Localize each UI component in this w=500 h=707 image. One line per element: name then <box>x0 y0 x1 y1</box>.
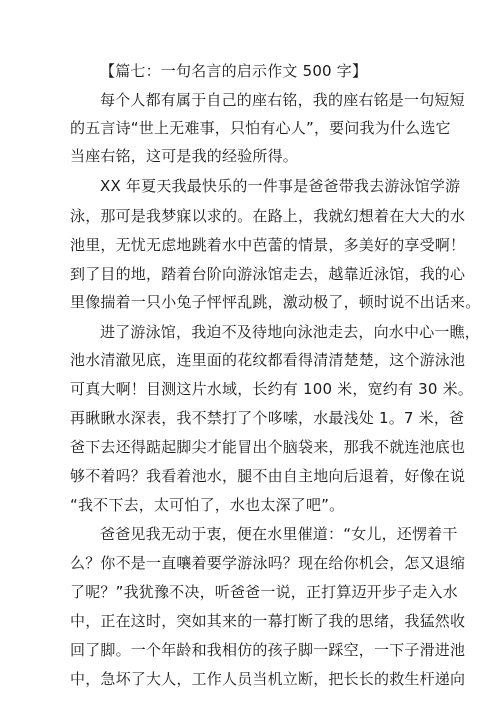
text-line: 中，正在这时，突如其来的一幕打断了我的思绪，我猛然收 <box>70 612 466 630</box>
text-line: 里像揣着一只小兔子怦怦乱跳，激动极了，顿时说不出话来。 <box>70 293 481 311</box>
text-line: XX 年夏天我最快乐的一件事是爸爸带我去游泳馆学游 <box>100 177 461 195</box>
text-line: 到了目的地，踏着台阶向游泳馆走去，越靠近泳馆，我的心 <box>70 265 466 283</box>
text-line: “我不下去，太可怕了，水也太深了吧”。 <box>70 496 345 514</box>
text-line: 当座右铭，这可是我的经验所得。 <box>70 147 299 165</box>
essay-title: 【篇七：一句名言的启示作文 500 字】 <box>100 62 368 80</box>
text-line: 么？你不是一直嚷着要学游泳吗？现在给你机会，怎又退缩 <box>70 554 466 572</box>
text-line: 回了脚。一个年龄和我相仿的孩子脚一踩空，一下子滑进池 <box>70 641 466 659</box>
text-line: 了呢？”我犹豫不决，听爸爸一说，正打算迈开步子走入水 <box>70 583 458 601</box>
text-line: 可真大啊！目测这片水域，长约有 100 米，宽约有 30 米。 <box>70 380 473 398</box>
text-line: 进了游泳馆，我迫不及待地向泳池走去，向水中心一瞧， <box>100 323 481 341</box>
text-line: 爸爸见我无动于衷，便在水里催道：“女儿，还愣着干 <box>100 525 458 543</box>
text-line: 够不着吗？我看着池水，腿不由自主地向后退着，好像在说 <box>70 467 466 485</box>
text-line: 池水清澈见底，连里面的花纹都看得清清楚楚，这个游泳池 <box>70 351 466 369</box>
text-line: 爸下去还得踮起脚尖才能冒出个脑袋来，那我不就连池底也 <box>70 438 466 456</box>
text-line: 的五言诗“世上无难事，只怕有心人”，要问我为什么选它 <box>70 119 451 137</box>
text-line: 再瞅瞅水深表，我不禁打了个哆嗦，水最浅处 1。7 米，爸 <box>70 409 465 427</box>
text-line: 池里，无忧无虑地跳着水中芭蕾的情景，多美好的享受啊！ <box>70 236 466 254</box>
text-line: 泳，那可是我梦寐以求的。在路上，我就幻想着在大大的水 <box>70 207 466 225</box>
text-line: 中，急坏了大人，工作人员当机立断，把长长的救生杆递向 <box>70 670 466 688</box>
text-line: 每个人都有属于自己的座右铭，我的座右铭是一句短短 <box>100 91 465 109</box>
